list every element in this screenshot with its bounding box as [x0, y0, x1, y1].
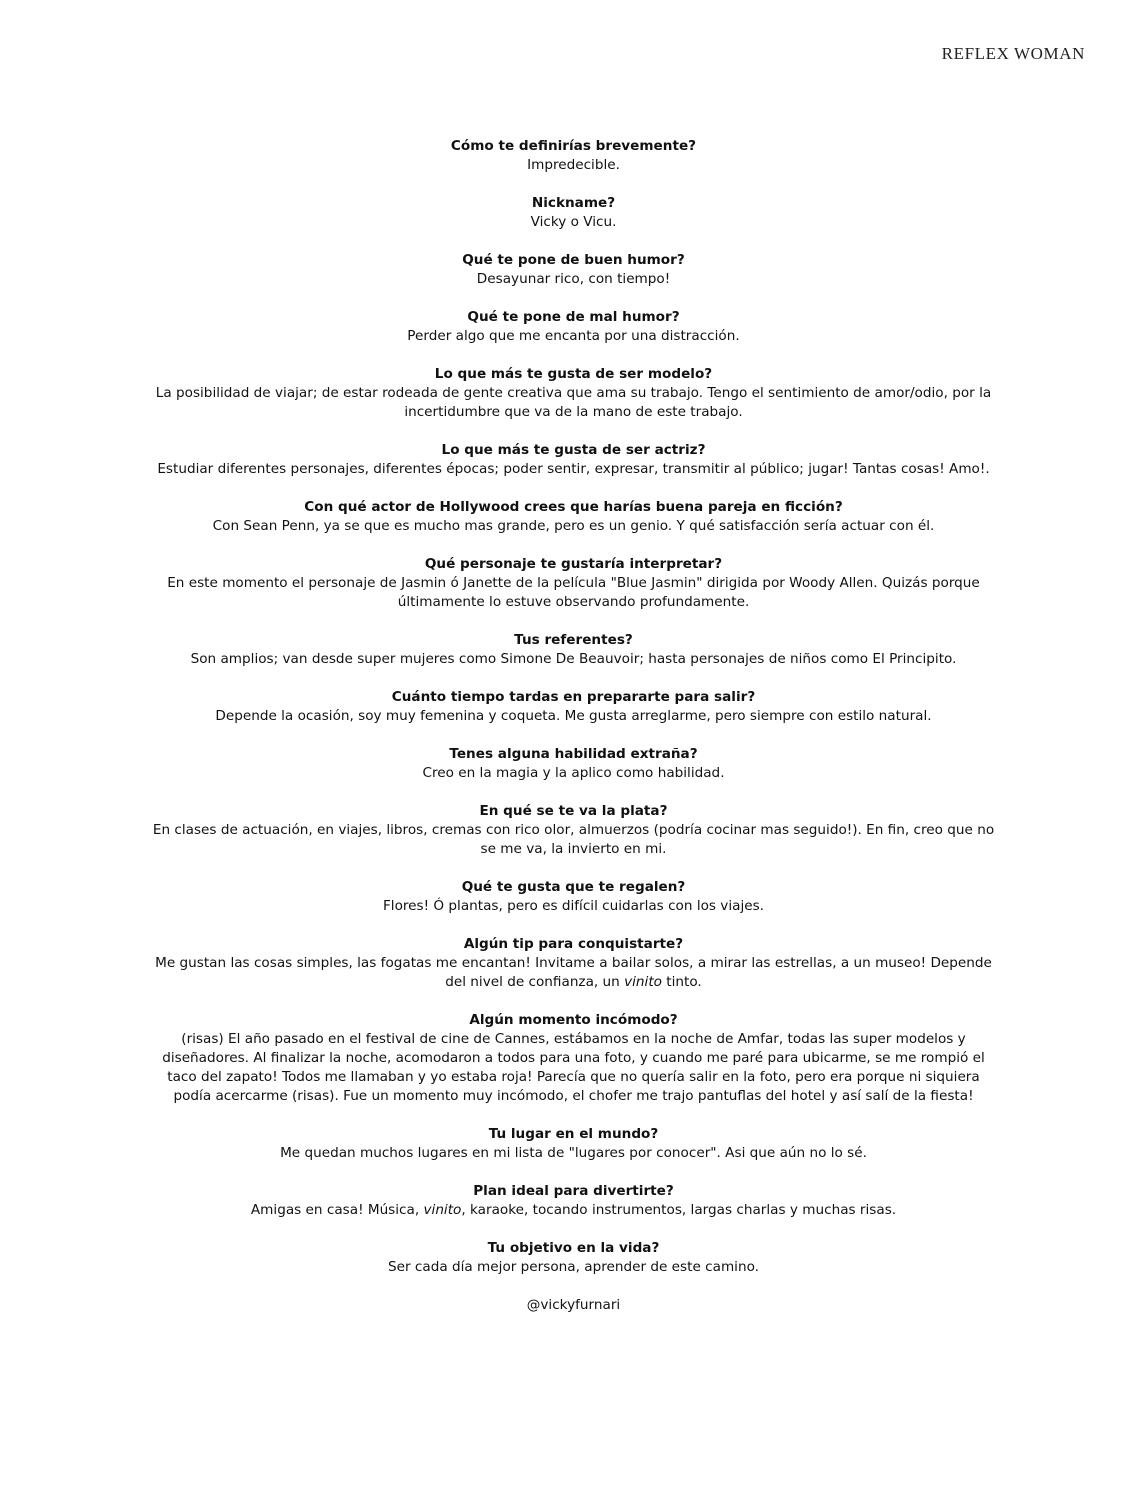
question: Tenes alguna habilidad extraña?	[449, 746, 698, 762]
qa-item	[150, 365, 997, 422]
magazine-brand: REFLEX WOMAN	[941, 44, 1085, 63]
social-handle: @vickyfurnari	[526, 1297, 621, 1313]
answer-text: Amigas en casa! Música,	[250, 1202, 424, 1218]
answer: Son amplios; van desde super mujeres como Simone De Beauvoir; hasta personajes de niños como El Principito.	[190, 651, 957, 667]
question: Algún tip para conquistarte?	[463, 936, 684, 952]
answer-text: , karaoke, tocando instrumentos, largas charlas y muchas risas.	[461, 1202, 897, 1218]
question: Lo que más te gusta de ser modelo?	[434, 366, 713, 382]
answer-emphasis: vinito	[624, 974, 662, 990]
qa-item	[150, 137, 997, 175]
answer: Impredecible.	[527, 157, 620, 173]
interview-body	[150, 137, 997, 1315]
qa-item	[150, 555, 997, 612]
answer-text: tinto.	[661, 974, 702, 990]
answer: Creo en la magia y la aplico como habilidad.	[422, 765, 725, 781]
qa-item	[150, 1239, 997, 1277]
qa-item	[150, 878, 997, 916]
qa-item	[150, 688, 997, 726]
answer	[150, 1201, 997, 1220]
answer: La posibilidad de viajar; de estar rodeada de gente creativa que ama su trabajo. Tengo el sentimiento de amor/odio, por la incertidumbre que va de la mano de este trabajo.	[155, 385, 992, 420]
answer: Ser cada día mejor persona, aprender de este camino.	[388, 1259, 759, 1275]
answer: Estudiar diferentes personajes, diferentes épocas; poder sentir, expresar, transmitir al público; jugar! Tantas cosas! Amo!.	[157, 461, 990, 477]
answer: Desayunar rico, con tiempo!	[476, 271, 671, 287]
question: Plan ideal para divertirte?	[473, 1183, 674, 1199]
question: Qué te pone de buen humor?	[462, 252, 685, 268]
question: Tus referentes?	[514, 632, 633, 648]
qa-item	[150, 1125, 997, 1163]
qa-item	[150, 935, 997, 992]
qa-item	[150, 498, 997, 536]
qa-item	[150, 745, 997, 783]
question: Tu lugar en el mundo?	[488, 1126, 659, 1142]
answer: Perder algo que me encanta por una distracción.	[407, 328, 740, 344]
answer-text: Me gustan las cosas simples, las fogatas me encantan! Invitame a bailar solos, a mirar las estrellas, a un museo! Depende del nivel de confianza, un	[155, 955, 992, 990]
qa-item	[150, 1011, 997, 1106]
question: Con qué actor de Hollywood crees que harías buena pareja en ficción?	[304, 499, 843, 515]
answer: En este momento el personaje de Jasmin ó Janette de la película "Blue Jasmin" dirigida por Woody Allen. Quizás porque últimamente lo estuve observando profundamente.	[167, 575, 980, 610]
question: Nickname?	[531, 195, 616, 211]
qa-item	[150, 194, 997, 232]
question: Qué personaje te gustaría interpretar?	[424, 556, 723, 572]
question: Lo que más te gusta de ser actriz?	[441, 442, 706, 458]
question: Cómo te definirías brevemente?	[450, 138, 697, 154]
question: Tu objetivo en la vida?	[487, 1240, 660, 1256]
question: Qué te gusta que te regalen?	[461, 879, 686, 895]
answer: (risas) El año pasado en el festival de cine de Cannes, estábamos en la noche de Amfar, todas las super modelos y diseñadores. Al finalizar la noche, acomodaron a todos para una foto, y cuando me paré para ubicarme, se me rompió el taco del zapato! Todos me llamaban y yo estaba roja! Parecía que no quería salir en la foto, pero era porque ni siquiera podía acercarme (risas). Fue un momento muy incómodo, el chofer me trajo pantuflas del hotel y así salí de la fiesta!	[162, 1031, 985, 1104]
question: En qué se te va la plata?	[479, 803, 668, 819]
answer	[150, 954, 997, 992]
qa-item	[150, 631, 997, 669]
qa-item	[150, 1182, 997, 1220]
answer: Flores! Ó plantas, pero es difícil cuidarlas con los viajes.	[382, 898, 765, 914]
qa-item	[150, 441, 997, 479]
answer-emphasis: vinito	[423, 1202, 462, 1218]
answer: Vicky o Vicu.	[530, 214, 617, 230]
answer: Depende la ocasión, soy muy femenina y coqueta. Me gusta arreglarme, pero siempre con estilo natural.	[215, 708, 932, 724]
question: Qué te pone de mal humor?	[467, 309, 680, 325]
question: Cuánto tiempo tardas en prepararte para salir?	[391, 689, 756, 705]
question: Algún momento incómodo?	[469, 1012, 678, 1028]
qa-item	[150, 802, 997, 859]
answer: Con Sean Penn, ya se que es mucho mas grande, pero es un genio. Y qué satisfacción sería actuar con él.	[212, 518, 935, 534]
answer: Me quedan muchos lugares en mi lista de "lugares por conocer". Asi que aún no lo sé.	[280, 1145, 867, 1161]
answer: En clases de actuación, en viajes, libros, cremas con rico olor, almuerzos (podría cocinar mas seguido!). En fin, creo que no se me va, la invierto en mi.	[152, 822, 995, 857]
qa-item	[150, 251, 997, 289]
qa-item	[150, 308, 997, 346]
